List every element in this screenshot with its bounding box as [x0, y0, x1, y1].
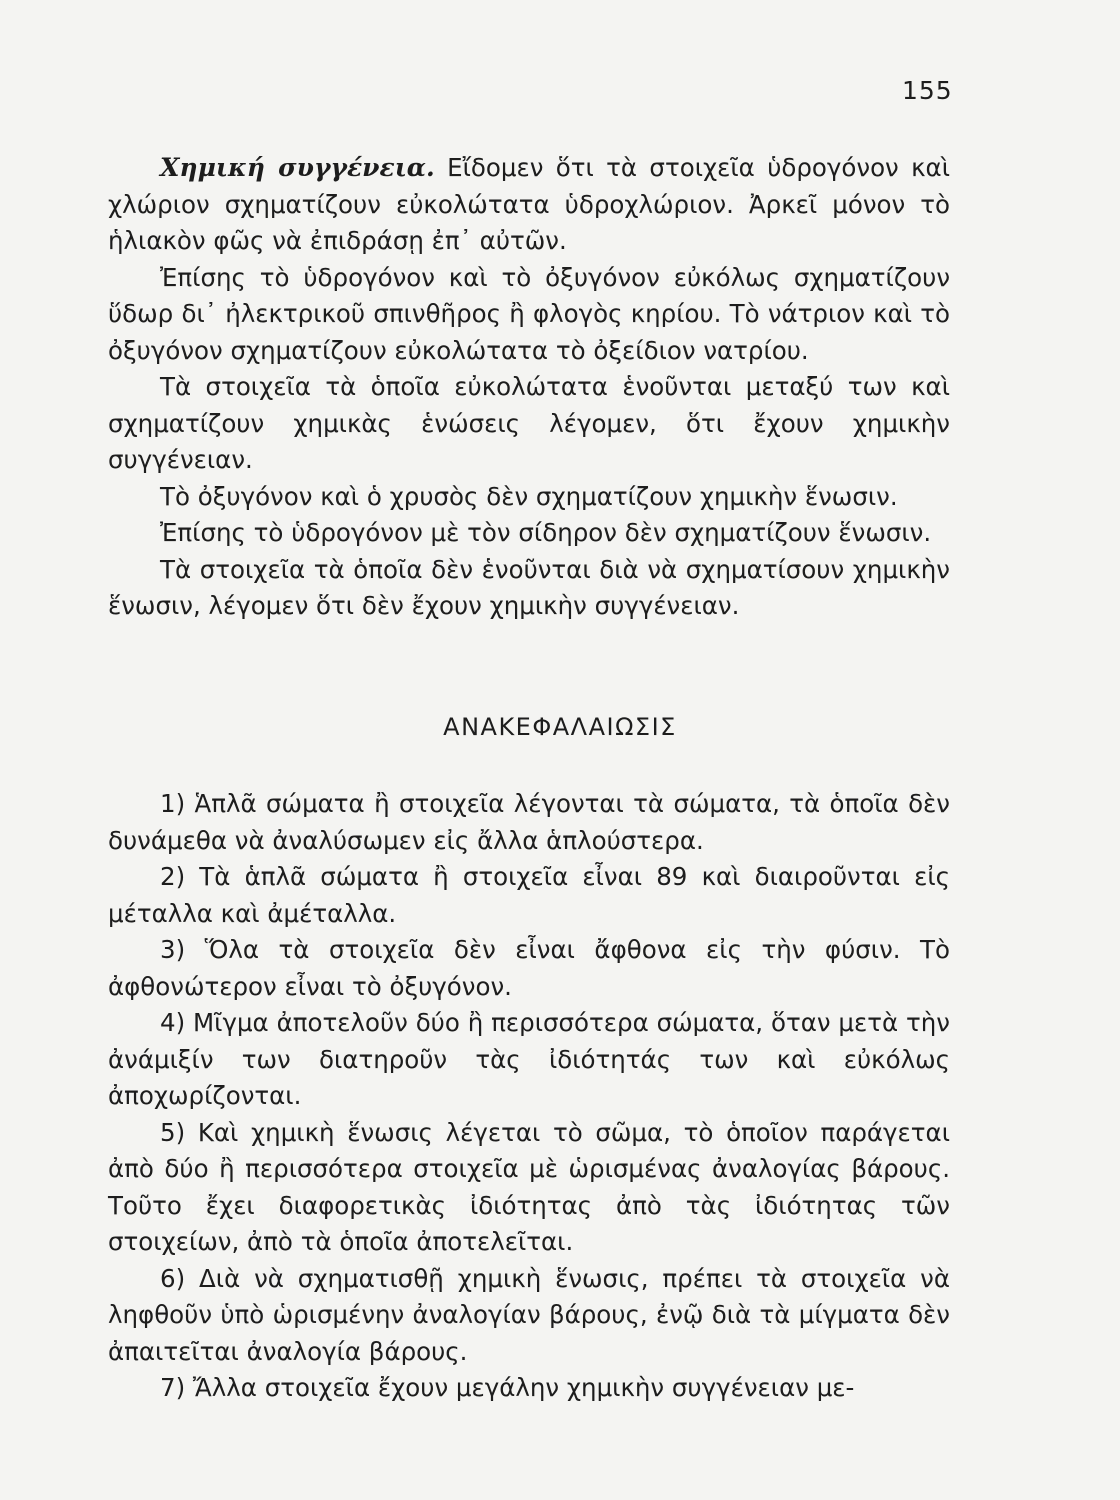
chemical-affinity-section	[108, 150, 950, 625]
summary-title: ΑΝΑΚΕΦΑΛΑΙΩΣΙΣ	[443, 713, 677, 741]
page-number: 155	[902, 76, 953, 105]
section-heading: Χημική συγγένεια.	[160, 153, 435, 182]
paragraph: Ἐπίσης τὸ ὑδρογόνον μὲ τὸν σίδηρον δὲν σχηματίζουν ἕνωσιν.	[160, 518, 932, 547]
summary-item-7: 7) Ἄλλα στοιχεῖα ἔχουν μεγάλην χημικὴν συγγένειαν με-	[160, 1373, 855, 1402]
paragraph: Ἐπίσης τὸ ὑδρογόνον καὶ τὸ ὀξυγόνον εὐκόλως σχηματίζουν ὕδωρ δι᾿ ἠλεκτρικοῦ σπινθῆρος ἢ φλογὸς κηρίου. Τὸ νάτριον καὶ τὸ ὀξυγόνον σχηματίζουν εὐκολώτατα τὸ ὀξείδιον νατρίου.	[108, 262, 950, 365]
summary-item-6: 6) Διὰ νὰ σχηματισθῇ χημικὴ ἕνωσις, πρέπει τὰ στοιχεῖα νὰ ληφθοῦν ὑπὸ ὡρισμένην ἀναλογίαν βάρους, ἐνῷ διὰ τὰ μίγματα δὲν ἀπαιτεῖται ἀναλογία βάρους.	[108, 1263, 950, 1366]
paragraph: Τὰ στοιχεῖα τὰ ὁποῖα δὲν ἑνοῦνται διὰ νὰ σχηματίσουν χημικὴν ἕνωσιν, λέγομεν ὅτι δὲν ἔχουν χημικὴν συγγένειαν.	[108, 554, 950, 620]
paragraph: Τὰ στοιχεῖα τὰ ὁποῖα εὐκολώτατα ἑνοῦνται μεταξύ των καὶ σχηματίζουν χημικὰς ἑνώσεις λέγομεν, ὅτι ἔχουν χημικὴν συγγένειαν.	[108, 372, 950, 474]
paragraph: Τὸ ὀξυγόνον καὶ ὁ χρυσὸς δὲν σχηματίζουν χημικὴν ἕνωσιν.	[160, 481, 898, 511]
summary-item-2: 2) Τὰ ἁπλᾶ σώματα ἢ στοιχεῖα εἶναι 89 καὶ διαιροῦνται εἰς μέταλλα καὶ ἀμέταλλα.	[108, 862, 950, 928]
paragraph-intro	[108, 150, 950, 260]
summary-list	[108, 786, 950, 1407]
summary-item-5: 5) Καὶ χημικὴ ἕνωσις λέγεται τὸ σῶμα, τὸ ὁποῖον παράγεται ἀπὸ δύο ἢ περισσότερα στοιχεῖα μὲ ὡρισμένας ἀναλογίας βάρους. Τοῦτο ἔχει διαφορετικὰς ἰδιότητας ἀπὸ τὰς ἰδιότητας τῶν στοιχείων, ἀπὸ τὰ ὁποῖα ἀποτελεῖται.	[108, 1117, 950, 1256]
summary-item-1: 1) Ἁπλᾶ σώματα ἢ στοιχεῖα λέγονται τὰ σώματα, τὰ ὁποῖα δὲν δυνάμεθα νὰ ἀναλύσωμεν εἰς ἄλλα ἁπλούστερα.	[108, 789, 950, 855]
paragraph-text: Εἴδομεν ὅτι τὰ στοιχεῖα ὑδρογόνον καὶ χλώριον σχηματίζουν εὐκολώτατα ὑδροχλώριον. Ἀρκεῖ μόνον τὸ ἡλιακὸν φῶς νὰ ἐπιδράσῃ ἐπ᾿ αὐτῶν.	[108, 153, 950, 255]
summary-item-3: 3) Ὅλα τὰ στοιχεῖα δὲν εἶναι ἄφθονα εἰς τὴν φύσιν. Τὸ ἀφθονώτερον εἶναι τὸ ὀξυγόνον.	[108, 935, 950, 1001]
summary-item-4: 4) Μῖγμα ἀποτελοῦν δύο ἢ περισσότερα σώματα, ὅταν μετὰ τὴν ἀνάμιξίν των διατηροῦν τὰς ἰδιότητάς των καὶ εὐκόλως ἀποχωρίζονται.	[108, 1008, 950, 1110]
